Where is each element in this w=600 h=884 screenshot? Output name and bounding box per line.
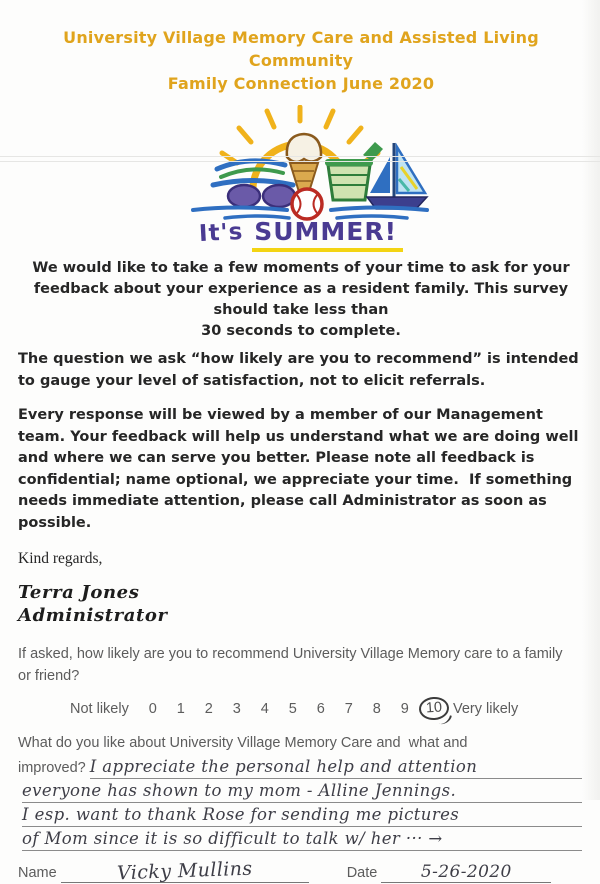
caption-summer: SUMMER! (252, 217, 403, 252)
intro-bold-line: 30 seconds to complete. (201, 323, 401, 339)
handwritten-line-3: I esp. want to thank Rose for sending me pictures (22, 803, 582, 827)
handwritten-line-1: I appreciate the personal help and attention (90, 755, 582, 779)
recommend-question: If asked, how likely are you to recommend University Village Memory care to a family or friend? (18, 646, 567, 684)
handwritten-date: 5-26-2020 (420, 862, 512, 882)
scale-number-1: 1 (176, 700, 185, 717)
closing-salutation: Kind regards, (18, 550, 103, 567)
scale-number-0: 0 (148, 700, 157, 717)
signature-title: Administrator (18, 605, 168, 626)
scale-number-9: 9 (400, 700, 409, 717)
date-label: Date (346, 865, 378, 881)
baseball-icon (292, 189, 322, 219)
summer-clipart (18, 105, 584, 252)
handwritten-line-2: everyone has shown to my mom - Alline Jennings. (22, 779, 582, 803)
scale-high-label: Very likely (452, 700, 519, 717)
scale-number-4: 4 (260, 700, 269, 717)
rating-scale (70, 697, 584, 720)
feedback-question-line1: What do you like about University Village Memory Care and what and (18, 735, 468, 751)
scan-artifact-line (0, 161, 600, 162)
intro-paragraph: We would like to take a few moments of your time to ask for your feedback about your experience as a resident family. This survey should take less than (32, 260, 570, 318)
gauge-paragraph: The question we ask “how likely are you to recommend” is intended to gauge your level of satisfaction, not to elicit referrals. (18, 351, 584, 389)
handwritten-line-4: of Mom since it is so difficult to talk w/ her ··· → (22, 827, 582, 851)
name-label: Name (18, 865, 57, 881)
signature-block (18, 581, 584, 627)
scale-number-2: 2 (204, 700, 213, 717)
name-field-line (61, 857, 309, 884)
date-field-line (381, 862, 551, 883)
newsletter-header (18, 26, 584, 95)
scale-number-6: 6 (316, 700, 325, 717)
newsletter-subtitle: Family Connection June 2020 (167, 74, 435, 93)
scale-number-3: 3 (232, 700, 241, 717)
scan-artifact-line (0, 156, 600, 157)
feedback-answer-row1 (18, 755, 584, 779)
caption-its: It's (198, 218, 244, 248)
its-summer-caption (18, 217, 584, 252)
feedback-answer-rows (22, 779, 582, 851)
community-title: University Village Memory Care and Assisted Living Community (63, 28, 539, 70)
scale-number-8: 8 (372, 700, 381, 717)
scale-number-10-circled: 10 (418, 696, 450, 721)
response-paragraph: Every response will be viewed by a member of our Management team. Your feedback will help us understand what we are doing well and where we can serve you better. Please note all feedback is confidential; name optional, we appreciate your time. If something needs immediate attention, please call Administrator as soon as possible. (18, 407, 584, 531)
scale-low-label: Not likely (70, 700, 129, 717)
scale-number-7: 7 (344, 700, 353, 717)
wave-swoosh-icon (217, 161, 285, 177)
name-date-row (18, 857, 584, 884)
feedback-question-line2: improved? (18, 760, 86, 776)
scale-number-5: 5 (288, 700, 297, 717)
signature-name: Terra Jones (18, 582, 140, 603)
summer-clipart-svg (165, 105, 437, 223)
handwritten-name: Vicky Mullins (116, 857, 253, 884)
